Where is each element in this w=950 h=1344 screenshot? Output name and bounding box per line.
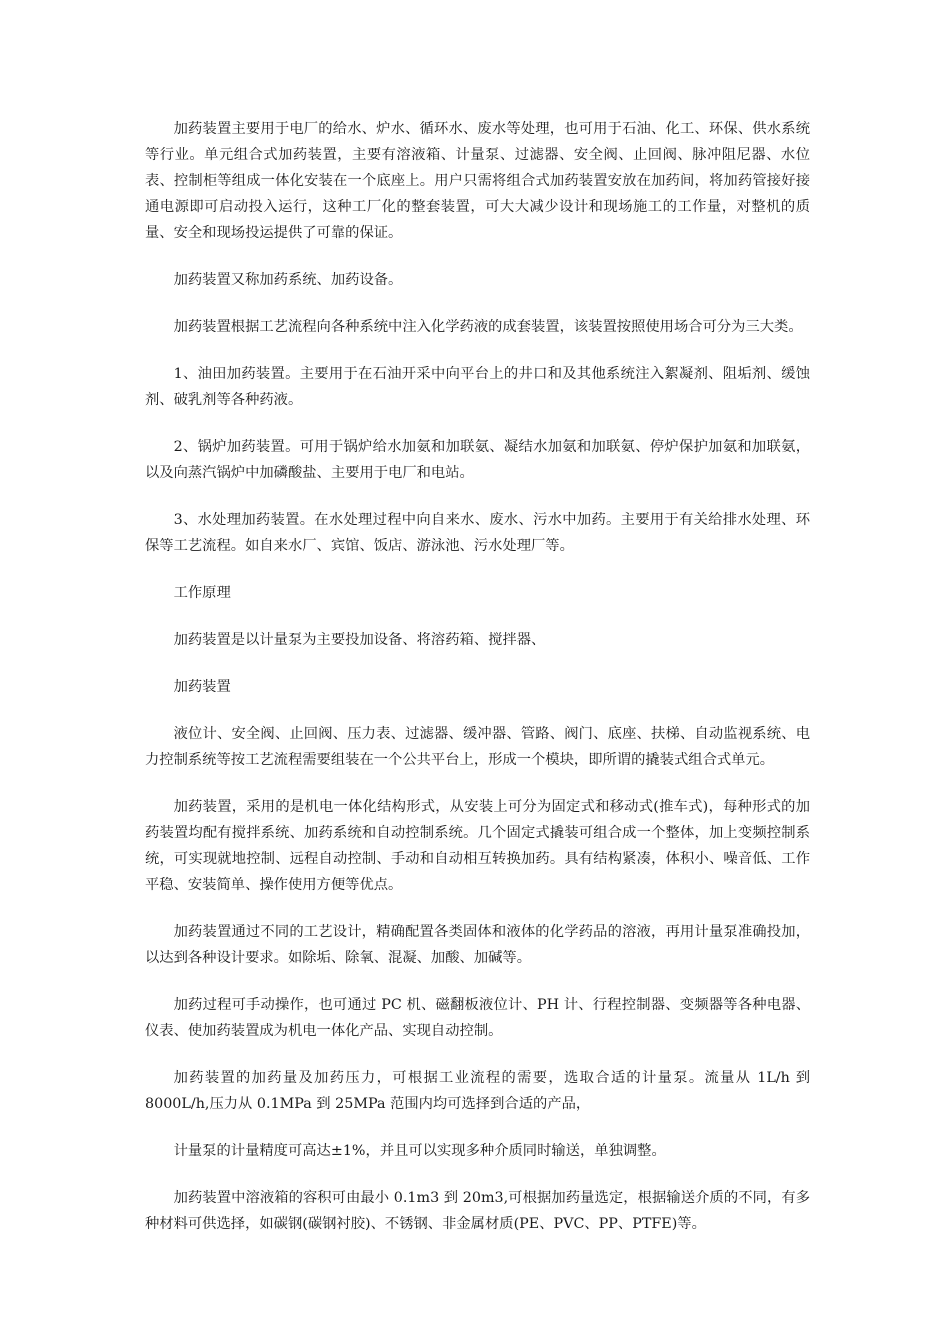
- paragraph-design: 加药装置通过不同的工艺设计，精确配置各类固体和液体的化学药品的溶液，再用计量泵准确投加，以达到各种设计要求。如除垢、除氧、混凝、加酸、加碱等。: [145, 924, 810, 966]
- paragraph-pump-range: 加药装置的加药量及加药压力，可根据工业流程的需要，选取合适的计量泵。流量从 1L/h 到 8000L/h,压力从 0.1MPa 到 25MPa 范围内均可选择到合适的产品，: [145, 1070, 810, 1112]
- paragraph-oilfield: 1、油田加药装置。主要用于在石油开采中向平台上的井口和及其他系统注入絮凝剂、阻垢剂、缓蚀剂、破乳剂等各种药液。: [145, 366, 810, 408]
- paragraph-caption: 加药装置: [173, 679, 231, 695]
- paragraph-water-treatment: 3、水处理加药装置。在水处理过程中向自来水、废水、污水中加药。主要用于有关给排水处理、环保等工艺流程。如自来水厂、宾馆、饭店、游泳池、污水处理厂等。: [145, 512, 810, 554]
- paragraph-alias: 加药装置又称加药系统、加药设备。: [173, 272, 403, 288]
- paragraph-components: 液位计、安全阀、止回阀、压力表、过滤器、缓冲器、管路、阀门、底座、扶梯、自动监视系统、电力控制系统等按工艺流程需要组装在一个公共平台上，形成一个模块，即所谓的撬装式组合式单元。: [145, 726, 810, 768]
- paragraph-classification: 加药装置根据工艺流程向各种系统中注入化学药液的成套装置，该装置按照使用场合可分为三大类。: [173, 319, 803, 335]
- paragraph-precision: 计量泵的计量精度可高达±1%，并且可以实现多种介质同时输送，单独调整。: [173, 1143, 666, 1159]
- paragraph-intro: 加药装置主要用于电厂的给水、炉水、循环水、废水等处理，也可用于石油、化工、环保、供水系统等行业。单元组合式加药装置，主要有溶液箱、计量泵、过滤器、安全阀、止回阀、脉冲阻尼器、水位表、控制柜等组成一体化安装在一个底座上。用户只需将组合式加药装置安放在加药间，将加药管接好接通电源即可启动投入运行，这种工厂化的整套装置，可大大减少设计和现场施工的工作量，对整机的质量、安全和现场投运提供了可靠的保证。: [145, 121, 810, 241]
- paragraph-tank: 加药装置中溶液箱的容积可由最小 0.1m3 到 20m3,可根据加药量选定，根据输送介质的不同，有多种材料可供选择，如碳钢(碳钢衬胶)、不锈钢、非金属材质(PE、PVC、PP、PTFE)等。: [145, 1190, 810, 1232]
- paragraph-control: 加药过程可手动操作，也可通过 PC 机、磁翻板液位计、PH 计、行程控制器、变频器等各种电器、仪表、使加药装置成为机电一体化产品、实现自动控制。: [145, 997, 810, 1039]
- paragraph-boiler: 2、锅炉加药装置。可用于锅炉给水加氨和加联氨、凝结水加氨和加联氨、停炉保护加氨和加联氨，以及向蒸汽锅炉中加磷酸盐、主要用于电厂和电站。: [145, 439, 810, 481]
- document-body: [145, 116, 810, 1258]
- paragraph-structure: 加药装置，采用的是机电一体化结构形式，从安装上可分为固定式和移动式(推车式)，每种形式的加药装置均配有搅拌系统、加药系统和自动控制系统。几个固定式撬装可组合成一个整体，加上变频控制系统，可实现就地控制、远程自动控制、手动和自动相互转换加药。具有结构紧凑，体积小、噪音低、工作平稳、安装简单、操作使用方便等优点。: [145, 799, 810, 893]
- paragraph-principle: 加药装置是以计量泵为主要投加设备、将溶药箱、搅拌器、: [173, 632, 546, 648]
- section-heading-working-principle: 工作原理: [173, 585, 231, 601]
